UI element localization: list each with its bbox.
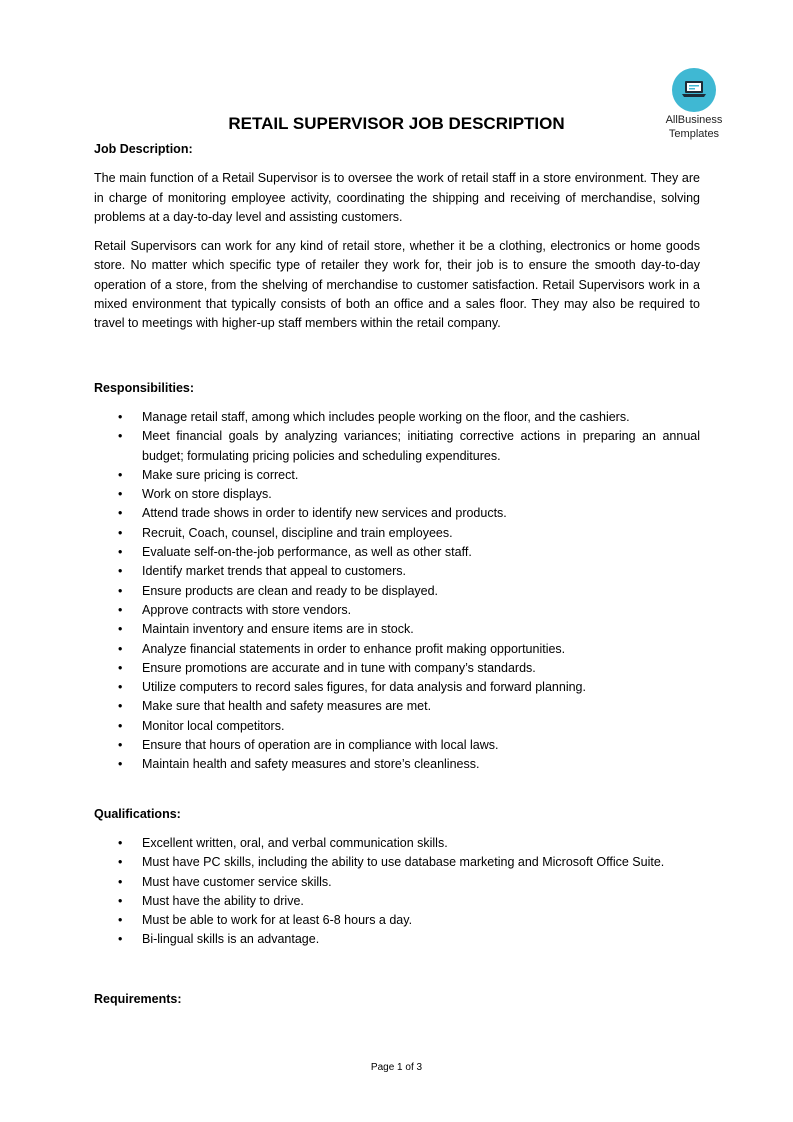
list-item: • Meet financial goals by analyzing variances; initiating corrective actions in preparing an annual budget; formulating pricing policies and scheduling expenditures. — [118, 429, 700, 463]
list-item: • Evaluate self-on-the-job performance, as well as other staff. — [94, 543, 700, 562]
list-item: • Make sure that health and safety measures are met. — [94, 697, 700, 716]
bullet: • — [118, 525, 123, 540]
list-item: • Ensure promotions are accurate and in tune with company’s standards. — [94, 659, 700, 678]
list-item: • Ensure products are clean and ready to be displayed. — [94, 582, 700, 601]
bullet: • — [118, 506, 123, 521]
bullet: • — [118, 718, 123, 733]
document-body — [94, 140, 700, 1009]
list-item: • Must have customer service skills. — [94, 873, 700, 892]
bullet: • — [118, 564, 123, 579]
responsibilities-list — [94, 408, 700, 775]
bullet: • — [118, 409, 123, 424]
bullet: • — [118, 913, 123, 928]
bullet: • — [118, 467, 123, 482]
list-item: • Must be able to work for at least 6-8 hours a day. — [94, 911, 700, 930]
job-description-heading: Job Description: — [94, 142, 193, 156]
list-item: • Attend trade shows in order to identify new services and products. — [94, 504, 700, 523]
list-item: • Maintain health and safety measures and store’s cleanliness. — [94, 755, 700, 774]
bullet: • — [118, 932, 123, 947]
bullet: • — [118, 757, 123, 772]
bullet: • — [118, 545, 123, 560]
list-item: • Monitor local competitors. — [94, 717, 700, 736]
bullet: • — [118, 874, 123, 889]
list-item: • Excellent written, oral, and verbal communication skills. — [94, 834, 700, 853]
bullet: • — [118, 738, 123, 753]
laptop-icon — [682, 80, 706, 100]
requirements-heading: Requirements: — [94, 991, 182, 1006]
list-item: • Manage retail staff, among which includes people working on the floor, and the cashiers. — [94, 408, 700, 427]
list-item: • Identify market trends that appeal to customers. — [94, 562, 700, 581]
list-item: • Work on store displays. — [94, 485, 700, 504]
list-item: • Must have PC skills, including the ability to use database marketing and Microsoft Office Suite. — [94, 853, 700, 872]
bullet: • — [118, 487, 123, 502]
bullet: • — [118, 855, 123, 870]
bullet: • — [118, 429, 123, 444]
bullet: • — [118, 893, 123, 908]
logo-text-line1: AllBusiness — [665, 114, 723, 126]
bullet: • — [118, 680, 123, 695]
qualifications-list — [94, 834, 700, 950]
logo-text-line2: Templates — [668, 128, 720, 140]
list-item: • Analyze financial statements in order to enhance profit making opportunities. — [94, 640, 700, 659]
list-item: • Recruit, Coach, counsel, discipline and train employees. — [94, 524, 700, 543]
bullet: • — [118, 699, 123, 714]
bullet: • — [118, 660, 123, 675]
bullet: • — [118, 622, 123, 637]
job-description-paragraph: Retail Supervisors can work for any kind of retail store, whether it be a clothing, electronics or home goods store. No matter which specific type of retailer they work for, their job is to ensure the smooth day-to-day operation of a store, from the shelving of merchandise to customer satisfaction. Retail Supervisors work in a mixed environment that typically consists of both an office and a sales floor. They may also be required to travel to meetings with higher-up staff members within the retail company. — [94, 239, 700, 331]
job-description-paragraph: The main function of a Retail Supervisor is to oversee the work of retail staff in a store environment. They are in charge of monitoring employee activity, coordinating the shipping and receiving of merchandise, solving problems at a day-to-day level and assisting customers. — [94, 171, 700, 224]
logo-badge — [672, 68, 716, 112]
page-number: Page 1 of 3 — [370, 1062, 423, 1073]
qualifications-heading: Qualifications: — [94, 806, 181, 821]
list-item: • Ensure that hours of operation are in compliance with local laws. — [94, 736, 700, 755]
responsibilities-heading: Responsibilities: — [94, 380, 195, 395]
bullet: • — [118, 835, 123, 850]
list-item: • Make sure pricing is correct. — [94, 466, 700, 485]
bullet: • — [118, 583, 123, 598]
list-item: • Maintain inventory and ensure items are in stock. — [94, 620, 700, 639]
list-item: • Approve contracts with store vendors. — [94, 601, 700, 620]
list-item: • Must have the ability to drive. — [94, 892, 700, 911]
list-item: • Utilize computers to record sales figures, for data analysis and forward planning. — [94, 678, 700, 697]
list-item: • Bi-lingual skills is an advantage. — [94, 930, 700, 949]
bullet: • — [118, 641, 123, 656]
bullet: • — [118, 602, 123, 617]
document-title: RETAIL SUPERVISOR JOB DESCRIPTION — [228, 114, 565, 133]
